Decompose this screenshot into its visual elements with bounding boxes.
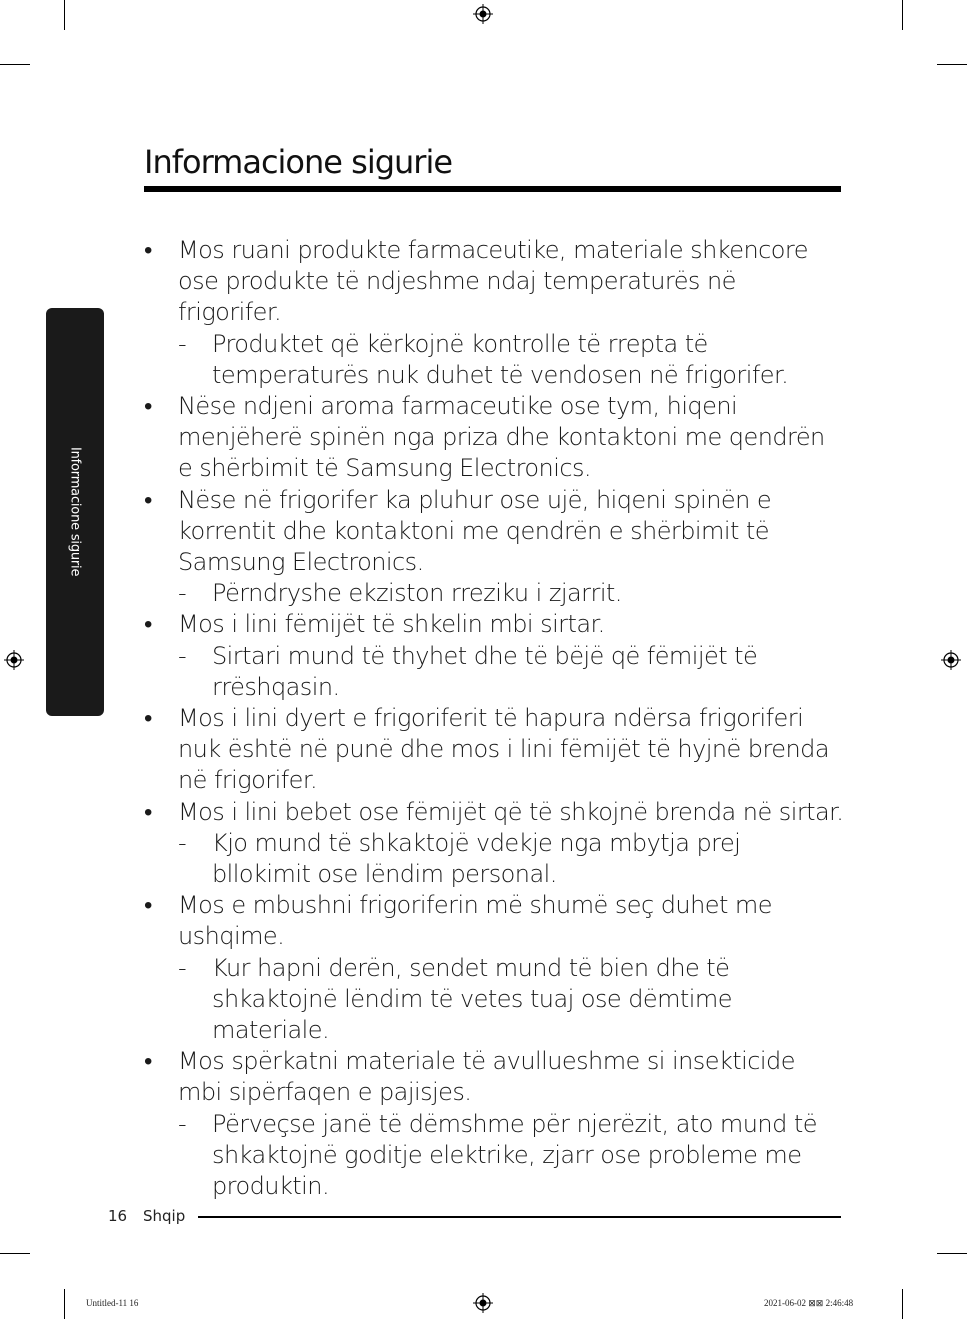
dash-marker: - (178, 579, 187, 608)
crop-mark (937, 1253, 967, 1254)
sub-list-item (144, 578, 844, 609)
crop-mark (0, 1253, 30, 1254)
print-slug-file: Untitled-11 16 (86, 1298, 139, 1308)
list-item-text: Mos spërkatni materiale të avullueshme si insekticide mbi sipërfaqen e pajisjes. (178, 1047, 795, 1107)
crosshair-registration-icon (473, 4, 493, 24)
list-item-text: Nëse në frigorifer ka pluhur ose ujë, hiqeni spinën e korrentit dhe kontaktoni me qendrën e shërbimit të Samsung Electronics. (178, 485, 772, 577)
list-item (144, 1046, 844, 1108)
crop-mark (0, 64, 30, 65)
dash-marker: - (178, 953, 187, 982)
list-item-text: Mos i lini dyert e frigoriferit të hapura ndërsa frigoriferi nuk është në punë dhe mos i lini fëmijët të hyjnë brenda në frigorifer. (178, 704, 829, 795)
crosshair-registration-icon (473, 1293, 493, 1313)
bullet-icon: • (144, 610, 152, 639)
bullet-icon: • (144, 891, 152, 920)
list-item (144, 235, 844, 329)
print-slug-timestamp: 2021-06-02 ⊠⊠ 2:46:48 (764, 1298, 854, 1308)
crop-mark (937, 64, 967, 65)
safety-list (144, 235, 844, 1202)
bullet-icon: • (144, 485, 152, 514)
crosshair-registration-icon (941, 650, 961, 670)
list-item (144, 391, 844, 485)
sub-list-item (144, 1109, 844, 1203)
list-item (144, 485, 844, 579)
side-tab-label: Informacione sigurie (67, 447, 83, 577)
bullet-icon: • (144, 1047, 152, 1076)
sub-list-item-text: Përveçse janë të dëmshme për njerëzit, ato mund të shkaktojnë goditje elektrike, zjarr ose probleme me produktin. (212, 1109, 817, 1201)
list-item (144, 609, 844, 640)
crop-mark (64, 0, 65, 30)
side-tab-label-wrapper (46, 308, 104, 716)
sub-list-item-text: Përndryshe ekziston rreziku i zjarrit. (212, 579, 622, 608)
dash-marker: - (178, 329, 187, 358)
sub-list-item (144, 828, 844, 890)
crop-mark (902, 0, 903, 30)
list-item-text: Nëse ndjeni aroma farmaceutike ose tym, hiqeni menjëherë spinën nga priza dhe kontaktoni me qendrën e shërbimit të Samsung Electronics. (178, 392, 825, 483)
crop-mark (902, 1289, 903, 1319)
list-item-text: Mos ruani produkte farmaceutike, materiale shkencore ose produkte të ndjeshme ndaj temperaturës në frigorifer. (178, 236, 808, 327)
bullet-icon: • (144, 236, 152, 264)
list-item (144, 890, 844, 952)
dash-marker: - (178, 641, 187, 670)
page-title: Informacione sigurie (144, 143, 453, 181)
crop-mark (64, 1289, 65, 1319)
sub-list-item (144, 641, 844, 703)
list-item-text: Mos i lini fëmijët të shkelin mbi sirtar. (178, 610, 605, 639)
list-item (144, 797, 844, 828)
list-item-text: Mos e mbushni frigoriferin më shumë seç duhet me ushqime. (178, 891, 772, 951)
bullet-icon: • (144, 797, 152, 826)
sub-list-item (144, 953, 844, 1047)
crosshair-registration-icon (4, 650, 24, 670)
dash-marker: - (178, 1109, 187, 1138)
list-item-text: Mos i lini bebet ose fëmijët që të shkojnë brenda në sirtar. (178, 797, 844, 826)
page-number: 16 (108, 1207, 128, 1225)
sub-list-item (144, 329, 844, 391)
bullet-icon: • (144, 392, 152, 421)
sub-list-item-text: Kjo mund të shkaktojë vdekje nga mbytja prej bllokimit ose lëndim personal. (212, 828, 741, 889)
sub-list-item-text: Produktet që kërkojnë kontrolle të rrepta të temperaturës nuk duhet të vendosen në frigorifer. (212, 329, 789, 389)
bullet-icon: • (144, 704, 152, 733)
sub-list-item-text: Kur hapni derën, sendet mund të bien dhe të shkaktojnë lëndim të vetes tuaj ose dëmtime materiale. (212, 953, 732, 1045)
footer-language: Shqip (143, 1207, 186, 1225)
sub-list-item-text: Sirtari mund të thyhet dhe të bëjë që fëmijët të rrëshqasin. (212, 641, 758, 701)
dash-marker: - (178, 828, 187, 857)
title-rule (144, 186, 841, 192)
list-item (144, 703, 844, 797)
footer-rule (198, 1216, 841, 1218)
